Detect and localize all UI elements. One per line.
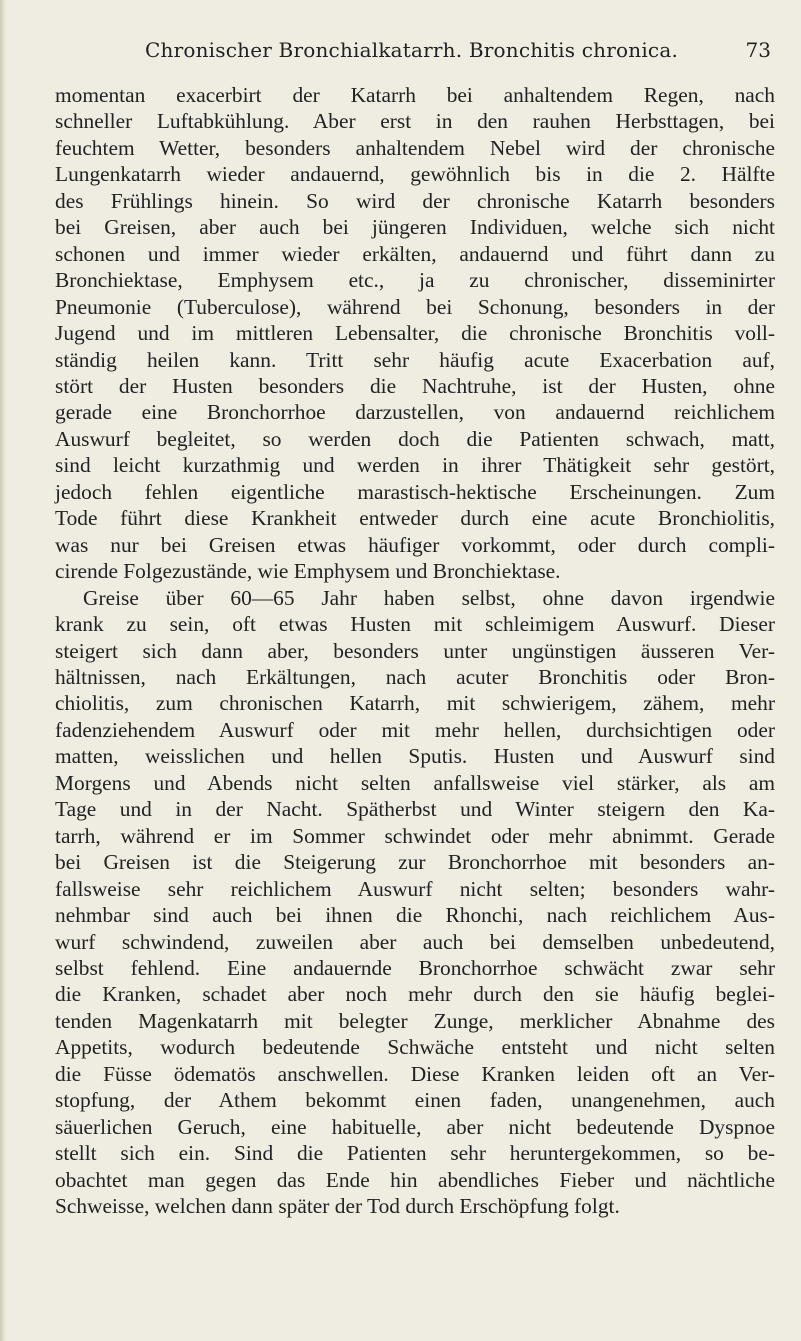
text-line: steigert sich dann aber, besonders unter ungünstigen äusseren Ver-: [55, 638, 775, 663]
text-line: fadenziehendem Auswurf oder mit mehr hellen, durchsichtigen oder: [55, 717, 775, 742]
text-line: Tage und in der Nacht. Spätherbst und Winter steigern den Ka-: [55, 797, 775, 822]
text-line: fallsweise sehr reichlichem Auswurf nicht selten; besonders wahr-: [55, 876, 775, 901]
text-line: hältnissen, nach Erkältungen, nach acuter Bronchitis oder Bron-: [55, 664, 775, 689]
text-line: stört der Husten besonders die Nachtruhe, ist der Husten, ohne: [55, 373, 775, 398]
text-line: des Frühlings hinein. So wird der chronische Katarrh besonders: [55, 188, 775, 213]
text-line: Jugend und im mittleren Lebensalter, die chronische Bronchitis voll-: [55, 321, 775, 346]
text-line: Appetits, wodurch bedeutende Schwäche entsteht und nicht selten: [55, 1035, 775, 1060]
text-line: Auswurf begleitet, so werden doch die Patienten schwach, matt,: [55, 426, 775, 451]
text-line: die Kranken, schadet aber noch mehr durch den sie häufig beglei-: [55, 982, 775, 1007]
text-line: krank zu sein, oft etwas Husten mit schleimigem Auswurf. Dieser: [55, 612, 775, 637]
text-line: schneller Luftabkühlung. Aber erst in den rauhen Herbsttagen, bei: [55, 109, 775, 134]
paragraph-start-line: Greise über 60—65 Jahr haben selbst, ohne davon irgendwie: [83, 585, 775, 610]
text-line: selbst fehlend. Eine andauernde Bronchorrhoe schwächt zwar sehr: [55, 955, 775, 980]
text-line: Tode führt diese Krankheit entweder durch eine acute Bronchiolitis,: [55, 506, 775, 531]
text-line: bei Greisen, aber auch bei jüngeren Individuen, welche sich nicht: [55, 215, 775, 240]
text-line: obachtet man gegen das Ende hin abendliches Fieber und nächtliche: [55, 1167, 775, 1192]
text-line: Morgens und Abends nicht selten anfallsweise viel stärker, als am: [55, 770, 775, 795]
text-line: nehmbar sind auch bei ihnen die Rhonchi, nach reichlichem Aus-: [55, 903, 775, 928]
page-edge-shadow: [0, 0, 6, 1341]
text-line: Pneumonie (Tuberculose), während bei Schonung, besonders in der: [55, 294, 775, 319]
running-title: Chronischer Bronchialkatarrh. Bronchitis chronica.: [145, 38, 679, 62]
text-line: Bronchiektase, Emphysem etc., ja zu chronischer, disseminirter: [55, 268, 775, 293]
text-line: Schweisse, welchen dann später der Tod durch Erschöpfung folgt.: [55, 1194, 620, 1219]
text-line: matten, weisslichen und hellen Sputis. Husten und Auswurf sind: [55, 744, 775, 769]
text-line: schonen und immer wieder erkälten, andauernd und führt dann zu: [55, 241, 775, 266]
page-number: 73: [745, 38, 771, 62]
text-line: gerade eine Bronchorrhoe darzustellen, von andauernd reichlichem: [55, 400, 775, 425]
text-line: wurf schwindend, zuweilen aber auch bei demselben unbedeutend,: [55, 929, 775, 954]
page-header: [55, 38, 775, 66]
text-line: Lungenkatarrh wieder andauernd, gewöhnlich bis in die 2. Hälfte: [55, 162, 775, 187]
text-line: tarrh, während er im Sommer schwindet oder mehr abnimmt. Gerade: [55, 823, 775, 848]
text-line: cirende Folgezustände, wie Emphysem und Bronchiektase.: [55, 559, 561, 584]
text-line: bei Greisen ist die Steigerung zur Bronchorrhoe mit besonders an-: [55, 850, 775, 875]
text-line: momentan exacerbirt der Katarrh bei anhaltendem Regen, nach: [55, 83, 775, 107]
body-text: [55, 82, 775, 1219]
text-line: ständig heilen kann. Tritt sehr häufig acute Exacerbation auf,: [55, 347, 775, 372]
text-line: stellt sich ein. Sind die Patienten sehr heruntergekommen, so be-: [55, 1141, 775, 1166]
text-line: jedoch fehlen eigentliche marastisch-hektische Erscheinungen. Zum: [55, 479, 775, 504]
text-line: stopfung, der Athem bekommt einen faden, unangenehmen, auch: [55, 1088, 775, 1113]
text-line: chiolitis, zum chronischen Katarrh, mit schwierigem, zähem, mehr: [55, 691, 775, 716]
text-line: säuerlichen Geruch, eine habituelle, aber nicht bedeutende Dyspnoe: [55, 1114, 775, 1139]
text-line: feuchtem Wetter, besonders anhaltendem Nebel wird der chronische: [55, 135, 775, 160]
text-line: was nur bei Greisen etwas häufiger vorkommt, oder durch compli-: [55, 532, 775, 557]
text-line: sind leicht kurzathmig und werden in ihrer Thätigkeit sehr gestört,: [55, 453, 775, 478]
text-line: tenden Magenkatarrh mit belegter Zunge, merklicher Abnahme des: [55, 1008, 775, 1033]
text-line: die Füsse ödematös anschwellen. Diese Kranken leiden oft an Ver-: [55, 1061, 775, 1086]
